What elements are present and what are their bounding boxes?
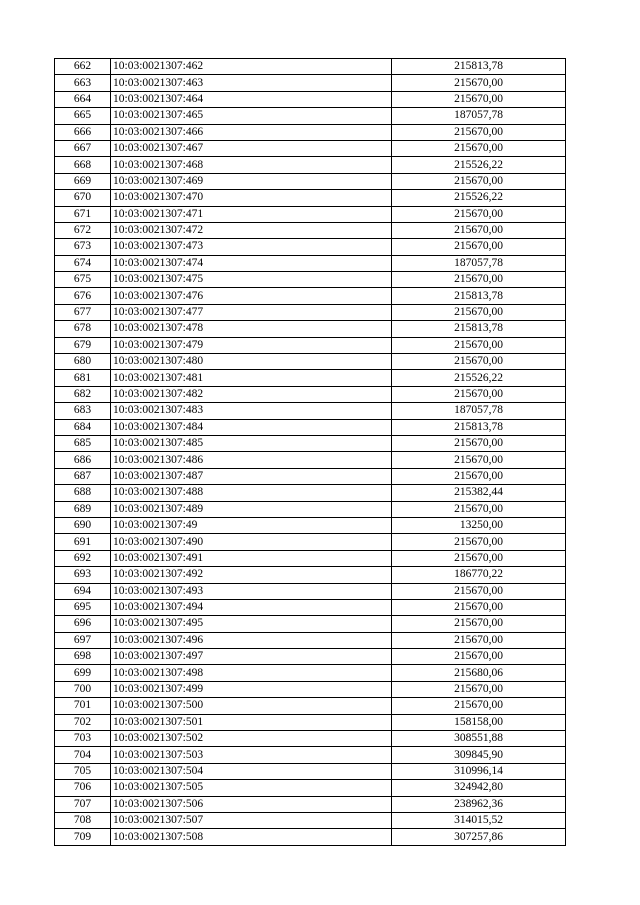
row-number: 676 [55,288,111,304]
table-row [55,796,566,812]
row-number: 674 [55,255,111,271]
value-cell: 215670,00 [392,435,566,451]
table-row [55,812,566,828]
cadastral-number: 10:03:0021307:472 [111,222,392,238]
cadastral-number: 10:03:0021307:466 [111,124,392,140]
value-cell: 215670,00 [392,354,566,370]
value-cell: 187057,78 [392,403,566,419]
value-cell: 215670,00 [392,173,566,189]
cadastral-number: 10:03:0021307:491 [111,550,392,566]
table-row [55,747,566,763]
value-cell: 215670,00 [392,616,566,632]
row-number: 708 [55,812,111,828]
cadastral-number: 10:03:0021307:467 [111,140,392,156]
cadastral-number: 10:03:0021307:476 [111,288,392,304]
row-number: 666 [55,124,111,140]
value-cell: 215526,22 [392,370,566,386]
row-number: 668 [55,157,111,173]
row-number: 673 [55,239,111,255]
value-cell: 215670,00 [392,681,566,697]
value-cell: 215670,00 [392,649,566,665]
cadastral-number: 10:03:0021307:488 [111,485,392,501]
row-number: 686 [55,452,111,468]
table-row [55,649,566,665]
table-row [55,550,566,566]
row-number: 677 [55,304,111,320]
table-row [55,140,566,156]
table-row [55,780,566,796]
cadastral-number: 10:03:0021307:480 [111,354,392,370]
value-cell: 310996,14 [392,763,566,779]
cadastral-number: 10:03:0021307:499 [111,681,392,697]
row-number: 682 [55,386,111,402]
table-row [55,681,566,697]
cadastral-number: 10:03:0021307:502 [111,731,392,747]
cadastral-number: 10:03:0021307:464 [111,91,392,107]
cadastral-number: 10:03:0021307:496 [111,632,392,648]
row-number: 680 [55,354,111,370]
table-row [55,468,566,484]
cadastral-number: 10:03:0021307:508 [111,829,392,845]
row-number: 690 [55,517,111,533]
cadastral-number: 10:03:0021307:505 [111,780,392,796]
value-cell: 215670,00 [392,124,566,140]
row-number: 663 [55,75,111,91]
row-number: 703 [55,731,111,747]
value-cell: 215813,78 [392,321,566,337]
data-table [54,58,566,846]
row-number: 664 [55,91,111,107]
value-cell: 307257,86 [392,829,566,845]
value-cell: 215670,00 [392,468,566,484]
row-number: 695 [55,599,111,615]
row-number: 705 [55,763,111,779]
cadastral-number: 10:03:0021307:507 [111,812,392,828]
table-body [55,59,566,846]
value-cell: 238962,36 [392,796,566,812]
cadastral-number: 10:03:0021307:478 [111,321,392,337]
value-cell: 215670,00 [392,550,566,566]
row-number: 704 [55,747,111,763]
value-cell: 215382,44 [392,485,566,501]
row-number: 679 [55,337,111,353]
table-row [55,108,566,124]
table-row [55,632,566,648]
cadastral-number: 10:03:0021307:486 [111,452,392,468]
table-row [55,222,566,238]
cadastral-number: 10:03:0021307:489 [111,501,392,517]
row-number: 669 [55,173,111,189]
cadastral-number: 10:03:0021307:492 [111,567,392,583]
table-row [55,616,566,632]
table-row [55,435,566,451]
value-cell: 215670,00 [392,386,566,402]
table-row [55,255,566,271]
value-cell: 215670,00 [392,239,566,255]
value-cell: 215670,00 [392,222,566,238]
table-row [55,698,566,714]
table-row [55,354,566,370]
table-row [55,321,566,337]
value-cell: 314015,52 [392,812,566,828]
cadastral-number: 10:03:0021307:483 [111,403,392,419]
table-row [55,370,566,386]
row-number: 699 [55,665,111,681]
row-number: 662 [55,59,111,75]
row-number: 692 [55,550,111,566]
row-number: 707 [55,796,111,812]
table-row [55,731,566,747]
table-row [55,665,566,681]
cadastral-number: 10:03:0021307:468 [111,157,392,173]
table-row [55,386,566,402]
value-cell: 215670,00 [392,75,566,91]
table-row [55,599,566,615]
table-row [55,829,566,845]
table-row [55,714,566,730]
row-number: 672 [55,222,111,238]
table-row [55,272,566,288]
table-row [55,304,566,320]
row-number: 683 [55,403,111,419]
row-number: 697 [55,632,111,648]
table-row [55,485,566,501]
value-cell: 215670,00 [392,534,566,550]
cadastral-number: 10:03:0021307:485 [111,435,392,451]
cadastral-number: 10:03:0021307:463 [111,75,392,91]
table-row [55,75,566,91]
cadastral-number: 10:03:0021307:479 [111,337,392,353]
table-row [55,239,566,255]
value-cell: 215670,00 [392,632,566,648]
row-number: 687 [55,468,111,484]
value-cell: 215670,00 [392,337,566,353]
row-number: 691 [55,534,111,550]
cadastral-number: 10:03:0021307:500 [111,698,392,714]
row-number: 693 [55,567,111,583]
row-number: 698 [55,649,111,665]
cadastral-number: 10:03:0021307:506 [111,796,392,812]
table-row [55,124,566,140]
value-cell: 215670,00 [392,452,566,468]
row-number: 681 [55,370,111,386]
table-row [55,763,566,779]
row-number: 675 [55,272,111,288]
value-cell: 215670,00 [392,698,566,714]
row-number: 701 [55,698,111,714]
value-cell: 158158,00 [392,714,566,730]
cadastral-number: 10:03:0021307:481 [111,370,392,386]
row-number: 689 [55,501,111,517]
table-row [55,91,566,107]
cadastral-number: 10:03:0021307:494 [111,599,392,615]
cadastral-number: 10:03:0021307:503 [111,747,392,763]
cadastral-number: 10:03:0021307:473 [111,239,392,255]
value-cell: 215813,78 [392,419,566,435]
value-cell: 215670,00 [392,206,566,222]
row-number: 702 [55,714,111,730]
value-cell: 215670,00 [392,140,566,156]
cadastral-number: 10:03:0021307:475 [111,272,392,288]
value-cell: 215813,78 [392,288,566,304]
cadastral-number: 10:03:0021307:490 [111,534,392,550]
cadastral-number: 10:03:0021307:474 [111,255,392,271]
cadastral-number: 10:03:0021307:487 [111,468,392,484]
table-row [55,337,566,353]
table-row [55,534,566,550]
row-number: 670 [55,190,111,206]
row-number: 678 [55,321,111,337]
row-number: 685 [55,435,111,451]
row-number: 667 [55,140,111,156]
cadastral-number: 10:03:0021307:49 [111,517,392,533]
table-row [55,190,566,206]
row-number: 696 [55,616,111,632]
value-cell: 215670,00 [392,599,566,615]
value-cell: 309845,90 [392,747,566,763]
cadastral-number: 10:03:0021307:497 [111,649,392,665]
cadastral-number: 10:03:0021307:493 [111,583,392,599]
value-cell: 215670,00 [392,304,566,320]
table-row [55,288,566,304]
cadastral-number: 10:03:0021307:484 [111,419,392,435]
value-cell: 215813,78 [392,59,566,75]
cadastral-number: 10:03:0021307:498 [111,665,392,681]
cadastral-number: 10:03:0021307:462 [111,59,392,75]
value-cell: 215670,00 [392,272,566,288]
row-number: 694 [55,583,111,599]
row-number: 709 [55,829,111,845]
table-row [55,501,566,517]
row-number: 671 [55,206,111,222]
table-row [55,59,566,75]
cadastral-number: 10:03:0021307:495 [111,616,392,632]
value-cell: 215670,00 [392,91,566,107]
value-cell: 13250,00 [392,517,566,533]
table-row [55,403,566,419]
cadastral-number: 10:03:0021307:470 [111,190,392,206]
row-number: 684 [55,419,111,435]
value-cell: 324942,80 [392,780,566,796]
table-row [55,157,566,173]
value-cell: 187057,78 [392,255,566,271]
cadastral-number: 10:03:0021307:482 [111,386,392,402]
row-number: 700 [55,681,111,697]
table-row [55,452,566,468]
cadastral-number: 10:03:0021307:471 [111,206,392,222]
cadastral-number: 10:03:0021307:504 [111,763,392,779]
value-cell: 215526,22 [392,157,566,173]
table-row [55,419,566,435]
cadastral-number: 10:03:0021307:469 [111,173,392,189]
table-row [55,583,566,599]
value-cell: 187057,78 [392,108,566,124]
row-number: 665 [55,108,111,124]
cadastral-number: 10:03:0021307:477 [111,304,392,320]
cadastral-number: 10:03:0021307:501 [111,714,392,730]
value-cell: 215670,00 [392,583,566,599]
value-cell: 215670,00 [392,501,566,517]
table-row [55,567,566,583]
row-number: 688 [55,485,111,501]
value-cell: 215526,22 [392,190,566,206]
table-row [55,206,566,222]
value-cell: 215680,06 [392,665,566,681]
value-cell: 186770,22 [392,567,566,583]
cadastral-number: 10:03:0021307:465 [111,108,392,124]
table-row [55,173,566,189]
value-cell: 308551,88 [392,731,566,747]
table-row [55,517,566,533]
row-number: 706 [55,780,111,796]
